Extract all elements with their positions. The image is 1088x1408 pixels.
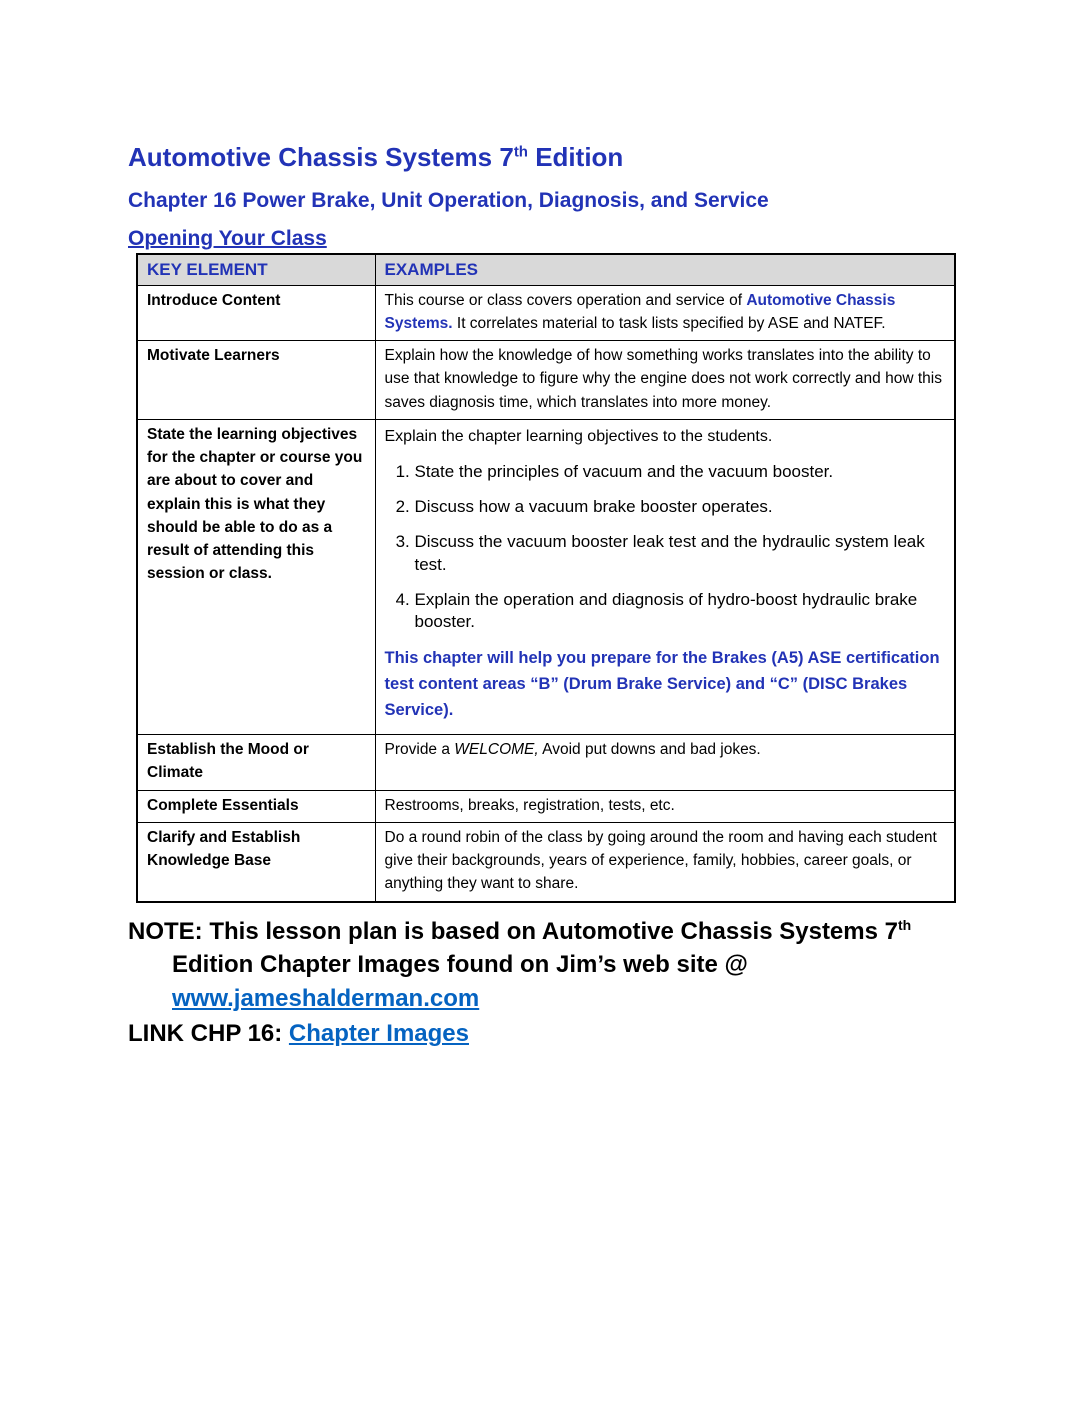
footer-note-superscript: th: [897, 916, 912, 933]
lesson-plan-table: [136, 253, 956, 903]
example-cell: [375, 735, 955, 791]
table-row-motivate-learners: [137, 341, 955, 420]
table-row-establish-mood: [137, 735, 955, 791]
table-row-clarify-knowledge-base: [137, 822, 955, 901]
objective-item: 4. Explain the operation and diagnosis of hydro-boost hydraulic brake booster.: [415, 589, 946, 635]
column-header-examples: EXAMPLES: [375, 254, 955, 285]
section-heading: Opening Your Class: [128, 227, 327, 250]
page-title: [128, 142, 960, 173]
chapter-link-line: [128, 1017, 960, 1051]
example-cell: [375, 419, 955, 734]
website-link[interactable]: www.jameshalderman.com: [172, 984, 480, 1012]
footer-note-text: NOTE: This lesson plan is based on Automotive Chassis Systems 7: [128, 917, 898, 945]
example-cell: [375, 285, 955, 341]
key-element-cell: Complete Essentials: [137, 790, 375, 822]
chapter-link-label: LINK CHP 16:: [128, 1020, 289, 1048]
column-header-key-element: KEY ELEMENT: [137, 254, 375, 285]
key-element-cell: Motivate Learners: [137, 341, 375, 420]
example-cell: Do a round robin of the class by going around the room and having each student give their backgrounds, years of experience, family, hobbies, career goals, or anything they want to share.: [375, 822, 955, 901]
example-text: This course or class covers operation and service of: [384, 291, 747, 309]
footer-note: [128, 915, 928, 1016]
objectives-intro: Explain the chapter learning objectives to the students.: [384, 427, 773, 445]
chapter-images-link[interactable]: Chapter Images: [288, 1020, 469, 1048]
table-row-learning-objectives: [137, 419, 955, 734]
example-text: Avoid put downs and bad jokes.: [538, 741, 761, 759]
example-cell: Explain how the knowledge of how something works translates into the ability to use that knowledge to figure why the engine does not work correctly and how this saves diagnosis time, which translates into more money.: [375, 341, 955, 420]
objective-item: 3. Discuss the vacuum booster leak test and the hydraulic system leak test.: [415, 531, 946, 577]
example-text-italic: WELCOME,: [454, 741, 539, 759]
chapter-subtitle: Chapter 16 Power Brake, Unit Operation, Diagnosis, and Service: [128, 189, 769, 212]
objective-item: 1. State the principles of vacuum and the vacuum booster.: [415, 461, 946, 484]
key-element-cell: State the learning objectives for the chapter or course you are about to cover and explain this is what they should be able to do as a result of attending this session or class.: [137, 419, 375, 734]
table-row-introduce-content: [137, 285, 955, 341]
key-element-cell: Clarify and Establish Knowledge Base: [137, 822, 375, 901]
title-text: Automotive Chassis Systems 7: [128, 142, 514, 172]
objective-item: 2. Discuss how a vacuum brake booster operates.: [415, 496, 946, 519]
table-header-row: [137, 254, 955, 285]
document-content: [128, 142, 960, 1051]
example-text: It correlates material to task lists specified by ASE and NATEF.: [452, 314, 886, 332]
example-text: Provide a: [384, 741, 455, 759]
ase-certification-note: This chapter will help you prepare for the Brakes (A5) ASE certification test content areas “B” (Drum Brake Service) and “C” (DISC Brakes Service).: [384, 649, 940, 719]
objectives-list: [385, 461, 946, 635]
example-cell: Restrooms, breaks, registration, tests, etc.: [375, 790, 955, 822]
footer-note-text: Edition Chapter Images found on Jim’s web site @: [172, 951, 748, 979]
title-text-end: Edition: [527, 142, 624, 172]
table-row-complete-essentials: [137, 790, 955, 822]
key-element-cell: Establish the Mood or Climate: [137, 735, 375, 791]
title-superscript: th: [513, 143, 528, 161]
key-element-cell: Introduce Content: [137, 285, 375, 341]
example-text-highlight: Automotive Chassis Systems.: [384, 291, 896, 332]
